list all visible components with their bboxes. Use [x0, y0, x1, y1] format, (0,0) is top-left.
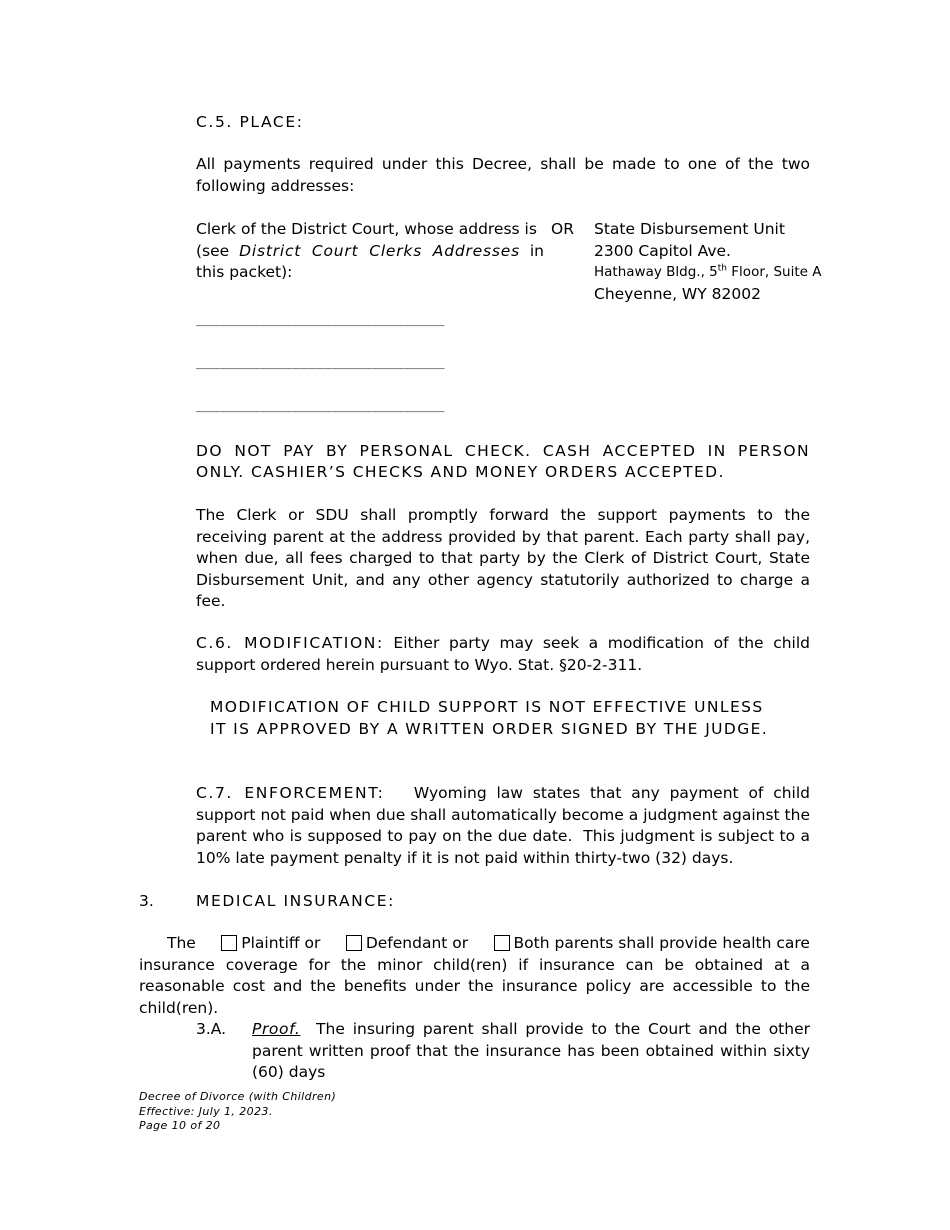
defendant-label: Defendant or	[365, 934, 469, 952]
proof-text: The insuring parent shall provide to the Court and the other parent written proof that the insurance has been obtained within sixty (60) days	[252, 1020, 815, 1081]
plaintiff-label: Plaintiff or	[241, 934, 321, 952]
clerk-line-1: Clerk of the District Court, whose address is	[196, 220, 537, 238]
insurance-the: The	[167, 934, 196, 952]
footer-effective-date: Effective: July 1, 2023.	[139, 1104, 273, 1118]
clerk-see-close: in this packet):	[196, 241, 544, 281]
footer-form-title: Decree of Divorce (with Children)	[139, 1090, 337, 1103]
modification-notice-line-1: MODIFICATION OF CHILD SUPPORT IS NOT EFFECTIVE UNLESS	[210, 698, 764, 716]
both-parents-checkbox[interactable]	[494, 935, 510, 951]
modification-notice-line-2: IT IS APPROVED BY A WRITTEN ORDER SIGNED BY THE JUDGE.	[210, 719, 769, 738]
c7-paragraph	[196, 783, 815, 869]
sdu-line-1: State Disbursement Unit	[594, 220, 785, 238]
clerk-addresses-reference: District Court Clerks Addresses	[239, 241, 520, 260]
clerk-address-blank-3: _______________________________	[196, 398, 445, 413]
insurance-paragraph	[139, 933, 810, 1019]
c7-heading: C.7. ENFORCEMENT:	[196, 784, 385, 802]
sdu-line-3-sup: th	[717, 263, 727, 274]
sdu-line-3-pre: Hathaway Bldg., 5	[594, 264, 718, 280]
plaintiff-checkbox[interactable]	[221, 935, 237, 951]
sdu-line-2: 2300 Capitol Ave.	[594, 241, 731, 260]
section-3-heading: MEDICAL INSURANCE:	[196, 892, 395, 910]
clerk-address-block	[196, 219, 548, 284]
c7-text: Wyoming law states that any payment of child support not paid when due shall automatically become a judgment against the parent who is supposed to pay on the due date. This judgment is subject to a 10% late payment penalty if it is not paid within thirty-two (32) days.	[196, 784, 815, 867]
clerk-see-reference	[196, 241, 544, 284]
sdu-line-3-post: Floor, Suite A	[727, 264, 822, 280]
forward-payments-paragraph: The Clerk or SDU shall promptly forward the support payments to the receiving parent at the address provided by that parent. Each party shall pay, when due, all fees charged to that party by the Clerk of District Court, State Disbursement Unit, and any other agency statutorily authorized to charge a fee.	[196, 506, 810, 610]
sdu-address-block	[594, 219, 844, 305]
option-both[interactable]	[492, 933, 810, 955]
both-parents-label: Both parents shall provide health care	[513, 934, 810, 952]
insurance-options-line	[139, 933, 810, 955]
option-plaintiff[interactable]	[219, 933, 320, 955]
c6-heading: C.6. MODIFICATION:	[196, 634, 384, 652]
c6-text: Either party may seek a modification of the child support ordered herein pursuant to Wyo. Stat. §20-2-311.	[196, 634, 810, 674]
insurance-rest: insurance coverage for the minor child(ren) if insurance can be obtained at a reasonable cost and the benefits under the insurance policy are accessible to the child(ren).	[139, 955, 810, 1017]
clerk-address-blank-2: _______________________________	[196, 355, 445, 370]
c6-paragraph	[196, 633, 810, 676]
subsection-3a-paragraph	[252, 1019, 815, 1084]
c5-intro: All payments required under this Decree, shall be made to one of the two following addresses:	[196, 155, 810, 195]
modification-notice	[210, 697, 810, 740]
footer-page-number: Page 10 of 20	[139, 1119, 221, 1132]
subsection-3a-number: 3.A.	[196, 1020, 227, 1038]
option-defendant[interactable]	[344, 933, 468, 955]
page-footer	[139, 1090, 336, 1134]
payment-warning: DO NOT PAY BY PERSONAL CHECK. CASH ACCEPTED IN PERSON ONLY. CASHIER’S CHECKS AND MONEY ORDERS ACCEPTED.	[196, 442, 810, 481]
or-label: OR	[551, 220, 574, 238]
proof-title: Proof.	[252, 1020, 301, 1038]
c5-heading: C.5. PLACE:	[196, 113, 304, 131]
sdu-line-4: Cheyenne, WY 82002	[594, 284, 761, 303]
clerk-see-open: (see	[196, 241, 240, 260]
defendant-checkbox[interactable]	[346, 935, 362, 951]
clerk-address-blank-1: _______________________________	[196, 312, 445, 327]
section-3-number: 3.	[139, 892, 154, 910]
sdu-line-3	[594, 262, 844, 284]
